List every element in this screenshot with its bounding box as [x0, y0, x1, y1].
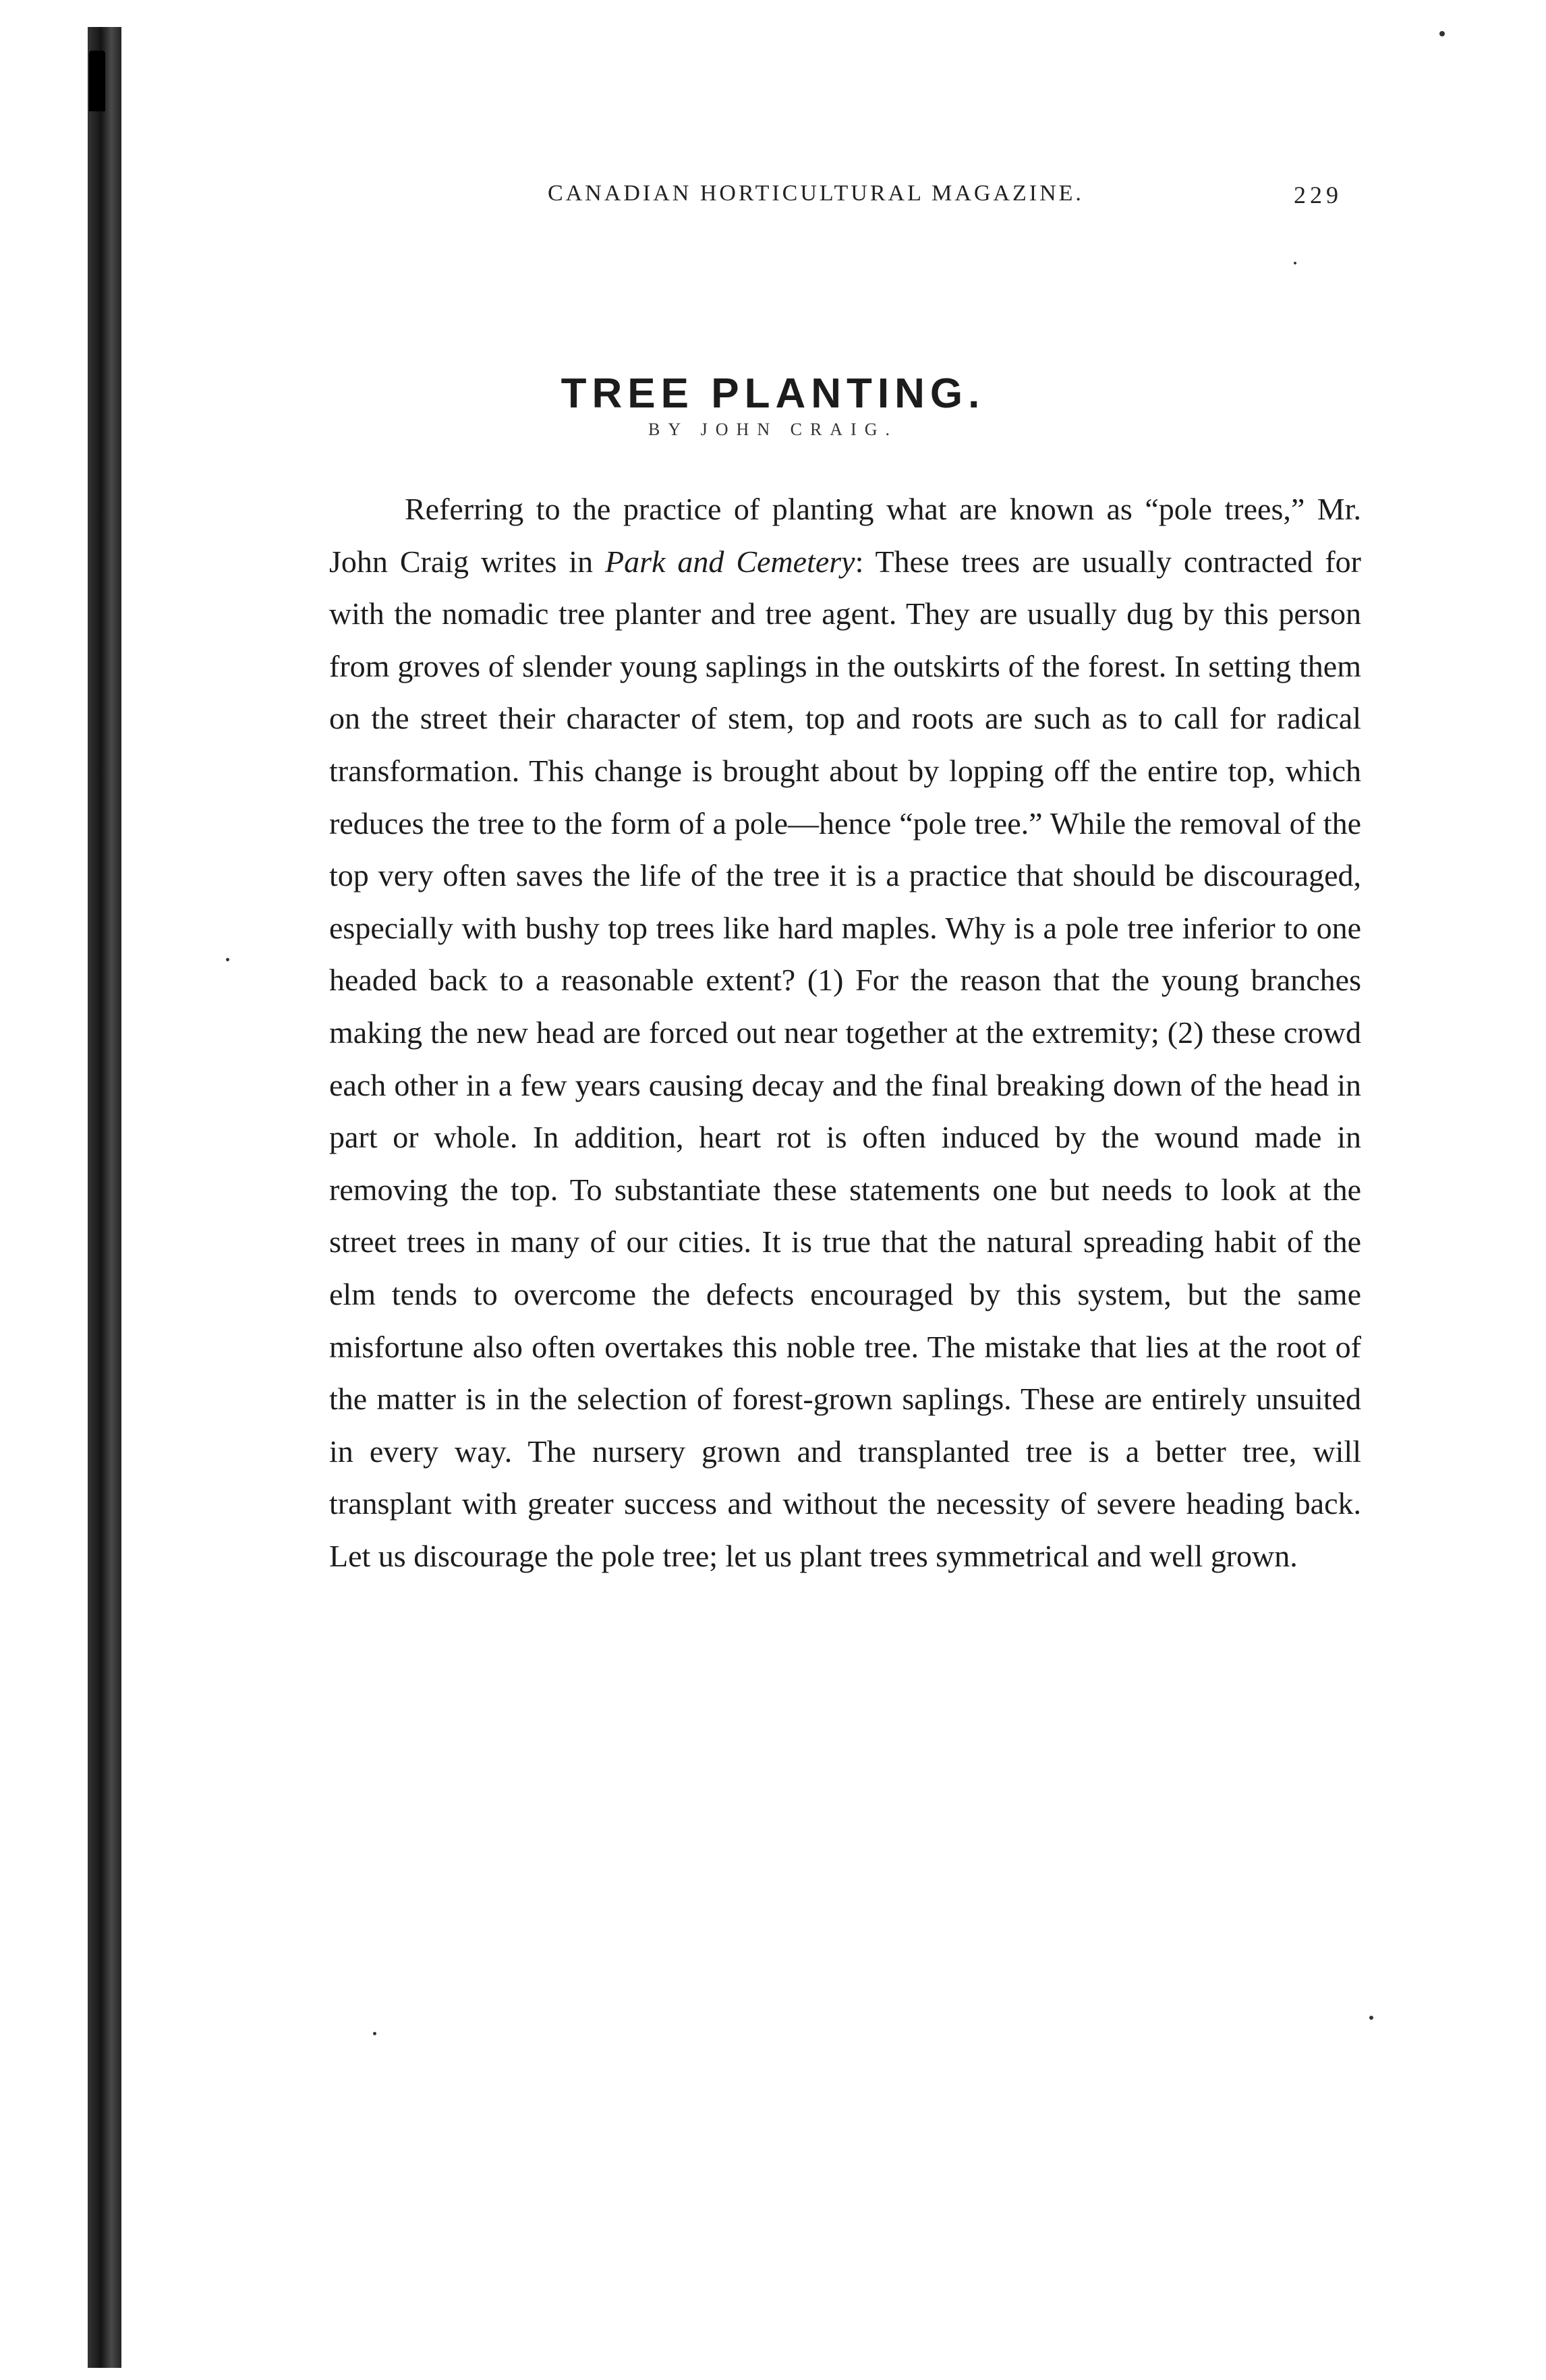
article-byline: BY JOHN CRAIG.: [648, 420, 898, 439]
binding-tab-mark: [89, 51, 105, 111]
scan-speck: [1439, 31, 1445, 36]
article-title: TREE PLANTING.: [561, 370, 985, 417]
scan-speck: [373, 2032, 376, 2035]
journal-name: CANADIAN HORTICULTURAL MAGAZINE.: [548, 181, 1084, 206]
article-body: [329, 483, 1361, 1582]
paragraph-text-main: : These trees are usually contracted for with the nomadic tree planter and tree agent. They are usually dug by this person from groves of slender young saplings in the outskirts of the forest. In setting them on the street their character of stem, top and roots are such as to call for radical transformation. This change is brought about by lopping off the entire top, which reduces the tree to the form of a pole—hence “pole tree.” While the removal of the top very often saves the life of the tree it is a practice that should be discouraged, especially with bushy top trees like hard maples. Why is a pole tree inferior to one headed back to a reasonable extent? (1) For the reason that the young branches making the new head are forced out near together at the extremity; (2) these crowd each other in a few years causing decay and the final breaking down of the head in part or whole. In addition, heart rot is often induced by the wound made in removing the top. To substantiate these statements one but needs to look at the street trees in many of our cities. It is true that the natural spreading habit of the elm tends to overcome the defects encouraged by this system, but the same misfortune also often overtakes this noble tree. The mistake that lies at the root of the matter is in the selection of forest-grown saplings. These are entirely unsuited in every way. The nursery grown and transplanted tree is a better tree, will transplant with greater success and without the necessity of severe heading back. Let us discourage the pole tree; let us plant trees symmetrical and well grown.: [329, 544, 1362, 1573]
running-header: [0, 181, 1546, 221]
paragraph-text-lead: Referring to the practice of planting what are known as “pole trees,” Mr. John Craig writes in: [329, 492, 1361, 579]
body-paragraph: [329, 483, 1361, 1582]
scan-speck: [226, 958, 229, 961]
page-number: 229: [1294, 181, 1342, 208]
publication-citation: Park and Cemetery: [605, 544, 855, 579]
scan-speck: [1294, 262, 1296, 264]
scan-speck: [1369, 2016, 1373, 2020]
